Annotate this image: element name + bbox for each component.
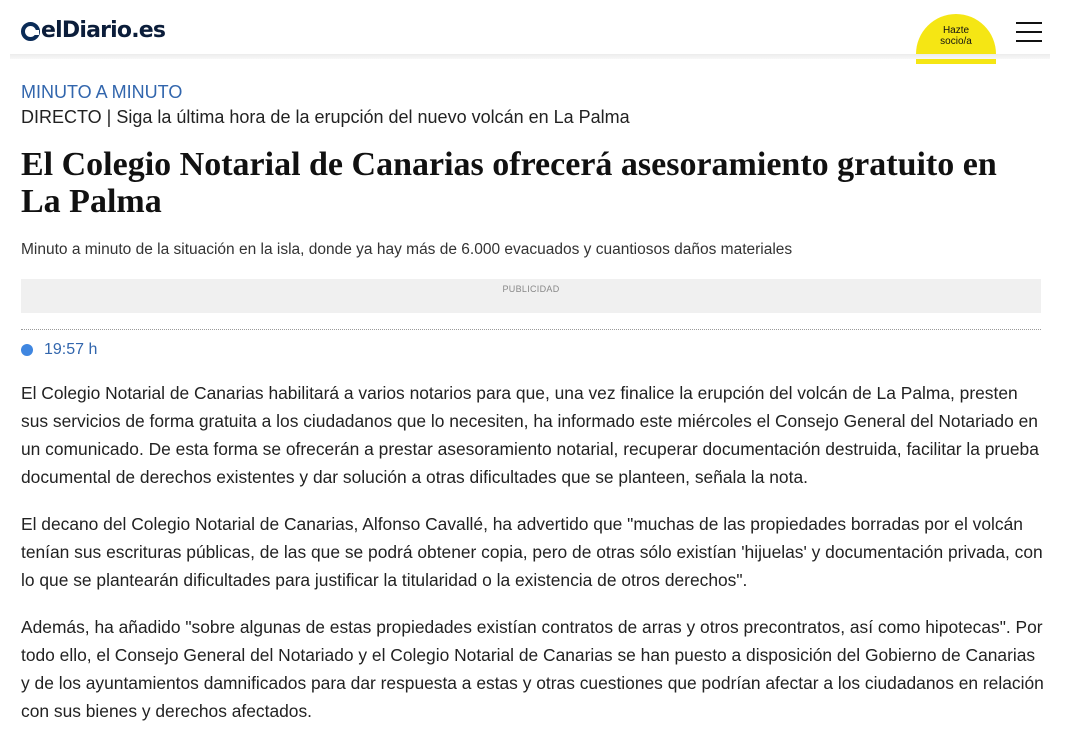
ad-slot: [21, 279, 1041, 313]
site-logo[interactable]: [21, 18, 165, 44]
article-paragraph: El Colegio Notarial de Canarias habilitará a varios notarios para que, una vez finalice la erupción del volcán de La Palma, presten sus servicios de forma gratuita a los ciudadanos que lo necesiten, ha informado este miércoles el Consejo General del Notariado en un comunicado. De esta forma se ofrecerán a prestar asesoramiento notarial, recuperar documentación destruida, facilitar la prueba documental de derechos existentes y dar solución a otras dificultades que se planteen, señala la nota.: [21, 383, 1039, 487]
hamburger-menu-icon[interactable]: [1016, 22, 1042, 42]
live-dot-icon: [21, 344, 33, 356]
header-shadow: [10, 54, 1050, 59]
update-timestamp: [21, 340, 97, 360]
site-header: [0, 0, 1072, 56]
update-time: 19:57 h: [44, 341, 98, 358]
logo-text: elDiario.es: [41, 18, 166, 43]
dotted-divider: [21, 329, 1041, 330]
ad-label: PUBLICIDAD: [502, 284, 560, 294]
article-paragraph: Además, ha añadido "sobre algunas de estas propiedades existían contratos de arras y otros precontratos, así como hipotecas". Por todo ello, el Consejo General del Notariado y el Colegio Notarial de Canarias se han puesto a disposición del Gobierno de Canarias y de los ayuntamientos damnificados para dar respuesta a estas y otras cuestiones que podrían afectar a los ciudadanos en relación con sus bienes y derechos afectados.: [21, 617, 1044, 721]
live-link[interactable]: DIRECTO | Siga la última hora de la erupción del nuevo volcán en La Palma: [21, 107, 630, 127]
article-subtitle: Minuto a minuto de la situación en la isla, donde ya hay más de 6.000 evacuados y cuantiosos daños materiales: [21, 241, 793, 258]
logo-mark-icon: [21, 22, 40, 41]
section-kicker[interactable]: MINUTO A MINUTO: [21, 82, 183, 102]
socio-label-line1: Hazte: [942, 25, 970, 36]
article-paragraph: El decano del Colegio Notarial de Canarias, Alfonso Cavallé, ha advertido que "muchas de las propiedades borradas por el volcán tenían sus escrituras públicas, de las que se podrá obtener copia, pero de otras sólo existían 'hijuelas' y documentación privada, con lo que se plantearán dificultades para justificar la titularidad o la existencia de otros derechos".: [21, 514, 1043, 590]
socio-label-line2: socio/a: [940, 36, 972, 47]
page-title: El Colegio Notarial de Canarias ofrecerá asesoramiento gratuito en La Palma: [21, 146, 997, 220]
